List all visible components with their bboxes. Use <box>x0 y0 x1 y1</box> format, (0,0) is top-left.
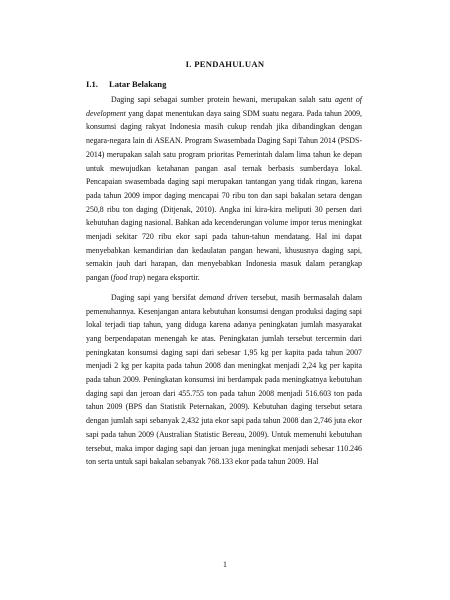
paragraph-1-italic-term: food trap <box>113 273 143 283</box>
chapter-title: I. PENDAHULUAN <box>185 59 265 69</box>
body-text <box>86 93 362 469</box>
paragraph-1 <box>86 93 362 285</box>
paragraph-1-italic-term: agent of development <box>86 95 362 118</box>
paragraph-1-text: Daging sapi sebagai sumber protein hewani, merupakan salah satu <box>111 95 335 104</box>
paragraph-2-text: Daging sapi yang bersifat <box>111 292 200 302</box>
paragraph-2 <box>86 291 362 469</box>
section-title: Latar Belakang <box>109 79 167 89</box>
paragraph-2-italic-term: demand driven <box>199 292 248 302</box>
paragraph-1-text: ) negara eksportir. <box>142 273 200 283</box>
page-number: 1 <box>223 560 227 569</box>
section-number: I.1. <box>86 79 98 89</box>
paragraph-2-text: tersebut, masih bermasalah dalam pemenuhannya. Kesenjangan antara kebutuhan konsumsi dengan produksi daging sapi lokal terjadi tiap tahun, yang diduga karena adanya peningkatan jumlah masyarakat yang berpendapatan menengah ke atas. Peningkatan jumlah tersebut tercermin dari peningkatan konsumsi daging sapi dari sebesar 1,95 kg per kapita pada tahun 2007 menjadi 2 kg per kapita pada tahun 2008 dan meningkat menjadi 2,24 kg per kapita pada tahun 2009. Peningkatan konsumsi ini berdampak pada meningkatnya kebutuhan daging sapi dan jeroan dari 455.755 ton pada tahun 2008 menjadi 516.603 ton pada tahun 2009 (BPS dan Statistik Peternakan, 2009). Kebutuhan daging tersebut setara dengan jumlah sapi sebanyak 2,432 juta ekor sapi pada tahun 2008 dan 2,746 juta ekor sapi pada tahun 2009 (Australian Statistic Bereau, 2009). Untuk memenuhi kebutuhan tersebut, maka impor daging sapi dan jeroan juga meningkat menjadi sebesar 110.246 ton serta untuk sapi bakalan sebanyak 768.133 ekor pada tahun 2009. Hal <box>86 292 362 467</box>
section-heading <box>86 79 166 89</box>
paragraph-1-text: yang dapat menentukan daya saing SDM suatu negara. Pada tahun 2009, konsumsi daging rakyat Indonesia masih cukup rendah jika dibandingkan dengan negara-negara lain di ASEAN. Program Swasembada Daging Sapi Tahun 2014 (PSDS-2014) merupakan salah satu program prioritas Pemerintah dalam lima tahun ke depan untuk mewujudkan ketahanan pangan asal ternak berbasis sumberdaya lokal. Pencapaian swasembada daging sapi merupakan tantangan yang tidak ringan, karena pada tahun 2009 impor daging mencapai 70 ribu ton dan sapi bakalan setara dengan 250,8 ribu ton daging (Ditjenak, 2010). Angka ini kira-kira meliputi 30 persen dari kebutuhan daging nasional. Bahkan ada kecenderungan volume impor terus meningkat menjadi sekitar 720 ribu ekor sapi pada tahun-tahun mendatang. Hal ini dapat menyebabkan kemandirian dan kedaulatan pangan hewani, khususnya daging sapi, semakin jauh dari harapan, dan menyebabkan Indonesia masuk dalam perangkap pangan ( <box>86 108 362 283</box>
